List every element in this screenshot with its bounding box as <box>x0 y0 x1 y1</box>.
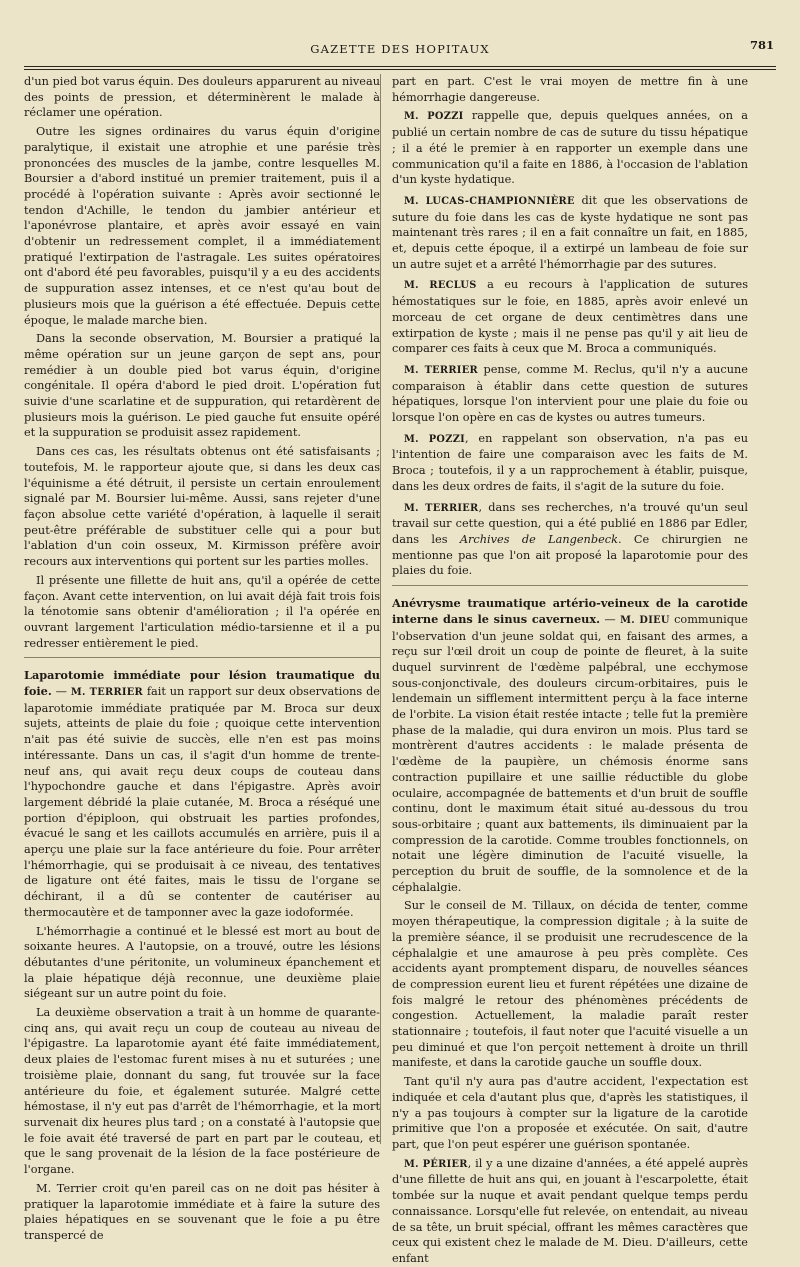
speaker-name: M. LUCAS-CHAMPIONNIÈRE <box>404 195 575 207</box>
header-rule <box>24 66 776 70</box>
section-divider <box>392 585 748 586</box>
paragraph: Outre les signes ordinaires du varus équin d'origine paralytique, il existait une atrophie et une parésie très prononcées des muscles de la jambe, contre lesquelles M. Boursier a d'abord institué un premier traitement, puis il a procédé à l'opération suivante : Après avoir sectionné le tendon d'Achille, le tendon du jambier antérieur et l'aponévrose plantaire, et après avoir essayé en vain d'obtenir un redressement complet, il a immédiatement pratiqué l'extirpation de l'astragale. Les suites opératoires ont d'abord été peu favorables, puisqu'il y a eu des accidents de suppuration assez intenses, et ce n'est qu'au bout de plusieurs mois que la guérison a été effectuée. Depuis cette époque, le malade marche bien. <box>24 125 380 327</box>
entry-text: , il y a une dizaine d'années, a été appelé auprès d'une fillette de huit ans qui, en jouant à l'escarpolette, était tombée sur la nuque et avait pendant quelque temps perdu connaissance. Lorsqu'elle fut relevée, on entendait, au niveau de sa tête, un bruit spécial, offrant les mêmes caractères que ceux qui existent chez le malade de M. Dieu. D'ailleurs, cette enfant <box>392 1156 748 1265</box>
entry-text: a eu recours à l'application de sutures hémostatiques sur le foie, en 1885, après avoir enlevé un morceau de cet organe de deux centimètres dans une extirpation de kyste ; mais il ne pense pas qu'il y ait lieu de comparer ces faits à ceux que M. Broca a communiqués. <box>392 278 748 356</box>
speaker-entry <box>392 431 748 495</box>
speaker-name: M. RECLUS <box>404 280 477 292</box>
speaker-name: M. DIEU <box>620 614 670 626</box>
speaker-name: M. PÉRIER <box>404 1158 468 1170</box>
speaker-entry <box>392 1156 748 1267</box>
speaker-name: M. TERRIER <box>70 687 143 699</box>
section-laparotomie: Laparotomie immédiate pour lésion traumatique du foie. — M. TERRIER fait un rapport sur deux observations de laparotomie immédiate pratiquée par M. Broca sur deux sujets, atteints de plaie du foie ; quoique cette intervention n'ait pas été suivie de succès, elle n'en est pas moins intéressante. Dans un cas, il s'agit d'un homme de trente-neuf ans, qui avait reçu deux coups de couteau dans l'hypochondre gauche et dans l'épigastre. Après avoir largement débridé la plaie cutanée, M. Broca a réséqué une portion d'épiploon, qui obstruait les parties profondes, évacué le sang et les caillots accumulés en arrière, puis il a aperçu une plaie sur la face antérieure du foie. Pour arrêter l'hémorrhagie, qui se produisait à ce niveau, des tentatives de ligature ont été faites, mais le tissu de l'organe se déchirant, il a dû se contenter de cautériser au thermocautère et de tamponner avec la gaze iodoformée. <box>24 668 380 919</box>
speaker-entry <box>392 500 748 580</box>
left-column <box>24 74 380 1242</box>
entry-text: , dans ses recherches, n'a trouvé qu'un seul travail sur cette question, qui a été publié en 1886 par Edler, dans les <box>392 500 748 546</box>
paragraph: Sur le conseil de M. Tillaux, on décida de tenter, comme moyen thérapeutique, la compression digitale ; à la suite de la première séance, il se produisit une recrudescence de la céphalalgie et une amaurose à peu près complète. Ces accidents ayant promptement disparu, de nouvelles séances de compression eurent lieu et furent répétées une dizaine de fois malgré le retour des phénomènes précédents de congestion. Actuellement, la maladie paraît rester stationnaire ; toutefois, il faut noter que l'acuité visuelle a un peu diminué et que l'on perçoit nettement à droite un thrill manifeste, et dans la carotide gauche un souffle doux. <box>392 899 748 1070</box>
speaker-entry <box>392 108 748 188</box>
section-text: fait un rapport sur deux observations de laparotomie immédiate pratiquée par M. Broca sur deux sujets, atteints de plaie du foie ; quoique cette intervention n'ait pas été suivie de succès, elle n'en est pas moins intéressante. Dans un cas, il s'agit d'un homme de trente-neuf ans, qui avait reçu deux coups de couteau dans l'hypochondre gauche et dans l'épigastre. Après avoir largement débridé la plaie cutanée, M. Broca a réséqué une portion d'épiploon, qui obstruait les parties profondes, évacué le sang et les caillots accumulés en arrière, puis il a aperçu une plaie sur la face antérieure du foie. Pour arrêter l'hémorrhagie, qui se produisait à ce niveau, des tentatives de ligature ont été faites, mais le tissu de l'organe se déchirant, il a dû se contenter de cautériser au thermocautère et de tamponner avec la gaze iodoformée. <box>24 685 380 919</box>
paragraph: Tant qu'il n'y aura pas d'autre accident, l'expectation est indiquée et cela d'autant plus que, d'après les statistiques, il n'y a pas toujours à compter sur la ligature de la carotide primitive que l'on a proposée et exécutée. On sait, d'autre part, que l'on peut espérer une guérison spontanée. <box>392 1075 748 1151</box>
page-header <box>24 36 776 56</box>
section-title: Anévrysme traumatique artério-veineux de la carotide interne dans le sinus caverneux. <box>392 596 748 626</box>
section-anevrysme: Anévrysme traumatique artério-veineux de la carotide interne dans le sinus caverneux. — M. DIEU communique l'observation d'un jeune soldat qui, en faisant des armes, a reçu sur l'œil droit un coup de pointe de fleuret, à la suite duquel survinrent de l'œdème palpébral, une ecchymose sous-conjonctivale, des douleurs circum-orbitaires, puis le lendemain un sifflement intermittent perçu à la face interne de l'orbite. La vision était restée intacte ; telle fut la première phase de la maladie, qui dura environ un mois. Plus tard se montrèrent d'autres accidents : le malade présenta de l'œdème de la paupière, un chémosis énorme sans contraction pupillaire et une saillie réductible du globe oculaire, accompagnée de battements et d'un bruit de souffle continu, dont le maximum était situé au-dessous du trou sous-orbitaire ; quant aux battements, ils diminuaient par la compression de la carotide. Comme troubles fonctionnels, on notait une légère diminution de l'acuité visuelle, la perception du bruit de souffle, de la somnolence et de la céphalalgie. <box>392 596 748 894</box>
paragraph: M. Terrier croit qu'en pareil cas on ne doit pas hésiter à pratiquer la laparotomie immédiate et à faire la suture des plaies hépatiques en se souvenant que le foie a pu être transpercé de <box>24 1181 380 1242</box>
entry-text: , en rappelant son observation, n'a pas eu l'intention de faire une comparaison avec les faits de M. Broca ; toutefois, il y a un rapprochement à établir, puisque, dans les deux ordres de faits, il s'agit de la suture du foie. <box>392 431 748 493</box>
section-divider <box>24 657 380 658</box>
running-title: GAZETTE DES HOPITAUX <box>310 42 490 56</box>
section-title: Laparotomie immédiate pour lésion traumatique du foie. <box>24 668 380 699</box>
speaker-name: M. TERRIER <box>404 502 479 514</box>
section-text: communique l'observation d'un jeune soldat qui, en faisant des armes, a reçu sur l'œil droit un coup de pointe de fleuret, à la suite duquel survinrent de l'œdème palpébral, une ecchymose sous-conjonctivale, des douleurs circum-orbitaires, puis le lendemain un sifflement intermittent perçu à la face interne de l'orbite. La vision était restée intacte ; telle fut la première phase de la maladie, qui dura environ un mois. Plus tard se montrèrent d'autres accidents : le malade présenta de l'œdème de la paupière, un chémosis énorme sans contraction pupillaire et une saillie réductible du globe oculaire, accompagnée de battements et d'un bruit de souffle continu, dont le maximum était situé au-dessous du trou sous-orbitaire ; quant aux battements, ils diminuaient par la compression de la carotide. Comme troubles fonctionnels, on notait une légère diminution de l'acuité visuelle, la perception du bruit de souffle, de la somnolence et de la céphalalgie. <box>392 612 748 894</box>
speaker-entry <box>392 277 748 357</box>
page-number: 781 <box>749 38 774 52</box>
speaker-entry <box>392 362 748 426</box>
entry-text: rappelle que, depuis quelques années, on a publié un certain nombre de cas de suture du tissu hépatique ; il a été le premier à en rapporter un exemple dans une communication qu'il a faite en 1886, à l'occasion de l'ablation d'un kyste hydatique. <box>392 109 749 187</box>
paragraph: part en part. C'est le vrai moyen de mettre fin à une hémorrhagie dangereuse. <box>392 75 748 104</box>
speaker-name: M. TERRIER <box>404 364 478 376</box>
paragraph: La deuxième observation a trait à un homme de quarante-cinq ans, qui avait reçu un coup de couteau au niveau de l'épigastre. La laparotomie ayant été faite immédiatement, deux plaies de l'estomac furent mises à nu et suturées ; une troisième plaie, donnant du sang, fut trouvée sur la face antérieure du foie, et également suturée. Malgré cette hémostase, il n'y eut pas d'arrêt de l'hémorrhagie, et la mort survenait dix heures plus tard ; on a constaté à l'autopsie que le foie avait été traversé de part en part par le couteau, et que le sang provenait de la lésion de la face postérieure de l'organe. <box>24 1006 380 1177</box>
right-column <box>392 74 749 1265</box>
journal-title: Archives de Langenbeck <box>459 532 618 546</box>
paragraph: d'un pied bot varus équin. Des douleurs apparurent au niveau des points de pression, et déterminèrent le malade à réclamer une opération. <box>24 75 380 120</box>
entry-text: dit que les observations de suture du foie dans les cas de kyste hydatique ne sont pas maintenant très rares ; il en a fait connaître un fait, en 1885, et, depuis cette époque, il a extirpé un lambeau de foie sur un autre sujet et a arrêté l'hémorrhagie par des sutures. <box>392 193 748 271</box>
speaker-entry <box>392 193 748 273</box>
column-divider <box>380 74 381 1144</box>
entry-text: . Ce chirurgien ne mentionne pas que l'on ait proposé la laparotomie pour des plaies du foie. <box>392 532 748 578</box>
entry-text: pense, comme M. Reclus, qu'il n'y a aucune comparaison à établir dans cette question de sutures hépatiques, lorsque l'on intervient pour une plaie du foie ou lorsque l'on opère en cas de kystes ou autres tumeurs. <box>392 362 748 425</box>
paragraph: Dans ces cas, les résultats obtenus ont été satisfaisants ; toutefois, M. le rapporteur ajoute que, si dans les deux cas l'équinisme a été détruit, il persiste un certain enroulement signalé par M. Boursier lui-même. Aussi, sans rejeter d'une façon absolue cette variété d'opération, à laquelle il serait peut-être préférable de substituer celle qui a pour but l'ablation d'un coin osseux, M. Kirmisson préfère avoir recours aux interventions qui portent sur les parties molles. <box>24 445 380 569</box>
speaker-name: M. POZZI <box>404 433 466 445</box>
speaker-name: M. POZZI <box>404 111 464 123</box>
paragraph: L'hémorrhagie a continué et le blessé est mort au bout de soixante heures. A l'autopsie, on a trouvé, outre les lésions débutantes d'une péritonite, un volumineux épanchement et la plaie hépatique déjà reconnue, une deuxième plaie siégeant sur un autre point du foie. <box>24 924 380 1001</box>
paragraph: Dans la seconde observation, M. Boursier a pratiqué la même opération sur un jeune garçon de sept ans, pour remédier à un double pied bot varus équin, d'origine congénitale. Il opéra d'abord le pied droit. L'opération fut suivie d'une scarlatine et de suppuration, qui retardèrent de plusieurs mois la guérison. Le pied gauche fut ensuite opéré et la suppuration se produisit assez rapidement. <box>24 332 380 440</box>
paragraph: Il présente une fillette de huit ans, qu'il a opérée de cette façon. Avant cette intervention, on lui avait déjà fait trois fois la ténotomie sans obtenir d'amélioration ; il l'a opérée en ouvrant largement l'articulation médio-tarsienne et il a pu redresser entièrement le pied. <box>24 573 380 650</box>
